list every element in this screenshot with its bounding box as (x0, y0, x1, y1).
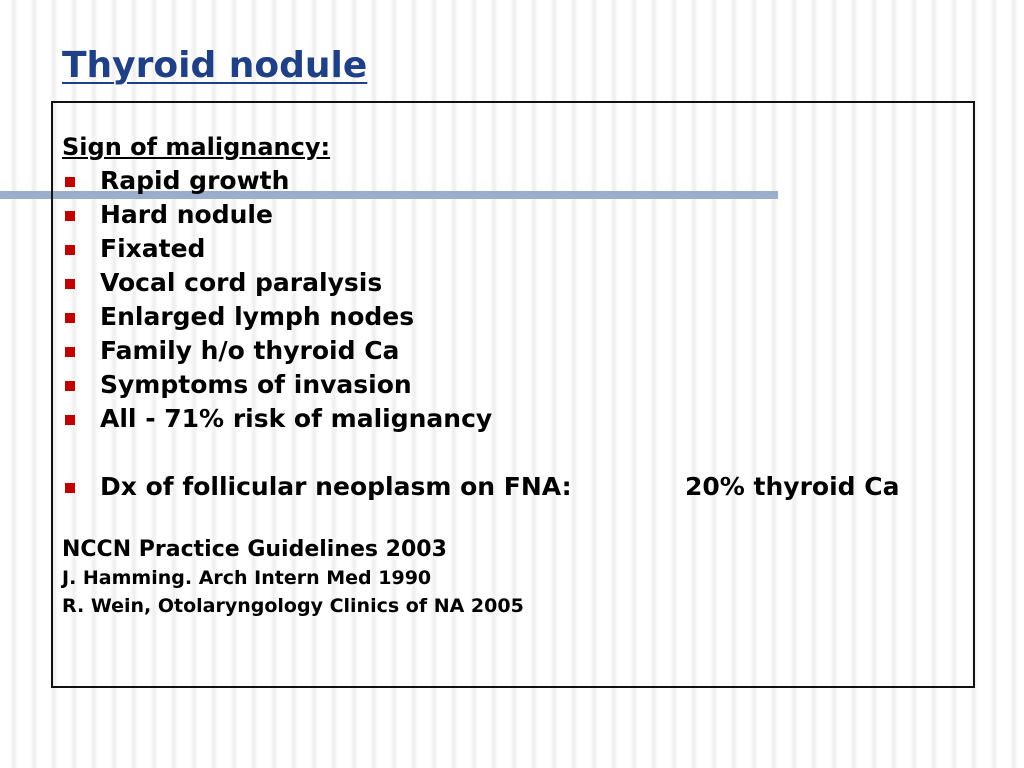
square-bullet-icon (65, 381, 75, 391)
list-item (62, 266, 962, 300)
reference-line: NCCN Practice Guidelines 2003 (62, 537, 447, 562)
references (62, 536, 962, 620)
list-item-text: Family h/o thyroid Ca (100, 336, 400, 365)
square-bullet-icon (65, 177, 75, 187)
list-item (62, 368, 962, 402)
dx-label: Dx of follicular neoplasm on FNA: (100, 472, 572, 501)
list-item (62, 198, 962, 232)
square-bullet-icon (65, 313, 75, 323)
reference-line: R. Wein, Otolaryngology Clinics of NA 2005 (62, 595, 524, 617)
list-item-text: Rapid growth (100, 166, 290, 195)
list-item-text: Fixated (100, 234, 206, 263)
list-item-text: All - 71% risk of malignancy (100, 404, 493, 433)
reference-line: J. Hamming. Arch Intern Med 1990 (62, 567, 432, 589)
list-item-text: Hard nodule (100, 200, 273, 229)
list-item-text: Symptoms of invasion (100, 370, 412, 399)
square-bullet-icon (65, 211, 75, 221)
list-item-text: Vocal cord paralysis (100, 268, 383, 297)
square-bullet-icon (65, 245, 75, 255)
dx-row (62, 470, 962, 504)
list-item (62, 164, 962, 198)
square-bullet-icon (65, 279, 75, 289)
slide-title: Thyroid nodule (62, 45, 368, 86)
malignancy-heading: Sign of malignancy: (62, 133, 331, 161)
square-bullet-icon (65, 483, 75, 493)
list-item (62, 402, 962, 436)
slide-content (62, 130, 962, 620)
list-item-text: Enlarged lymph nodes (100, 302, 415, 331)
dx-result: 20% thyroid Ca (685, 472, 900, 501)
list-item (62, 300, 962, 334)
square-bullet-icon (65, 415, 75, 425)
list-item (62, 334, 962, 368)
square-bullet-icon (65, 347, 75, 357)
list-item (62, 232, 962, 266)
malignancy-signs-list (62, 164, 962, 436)
